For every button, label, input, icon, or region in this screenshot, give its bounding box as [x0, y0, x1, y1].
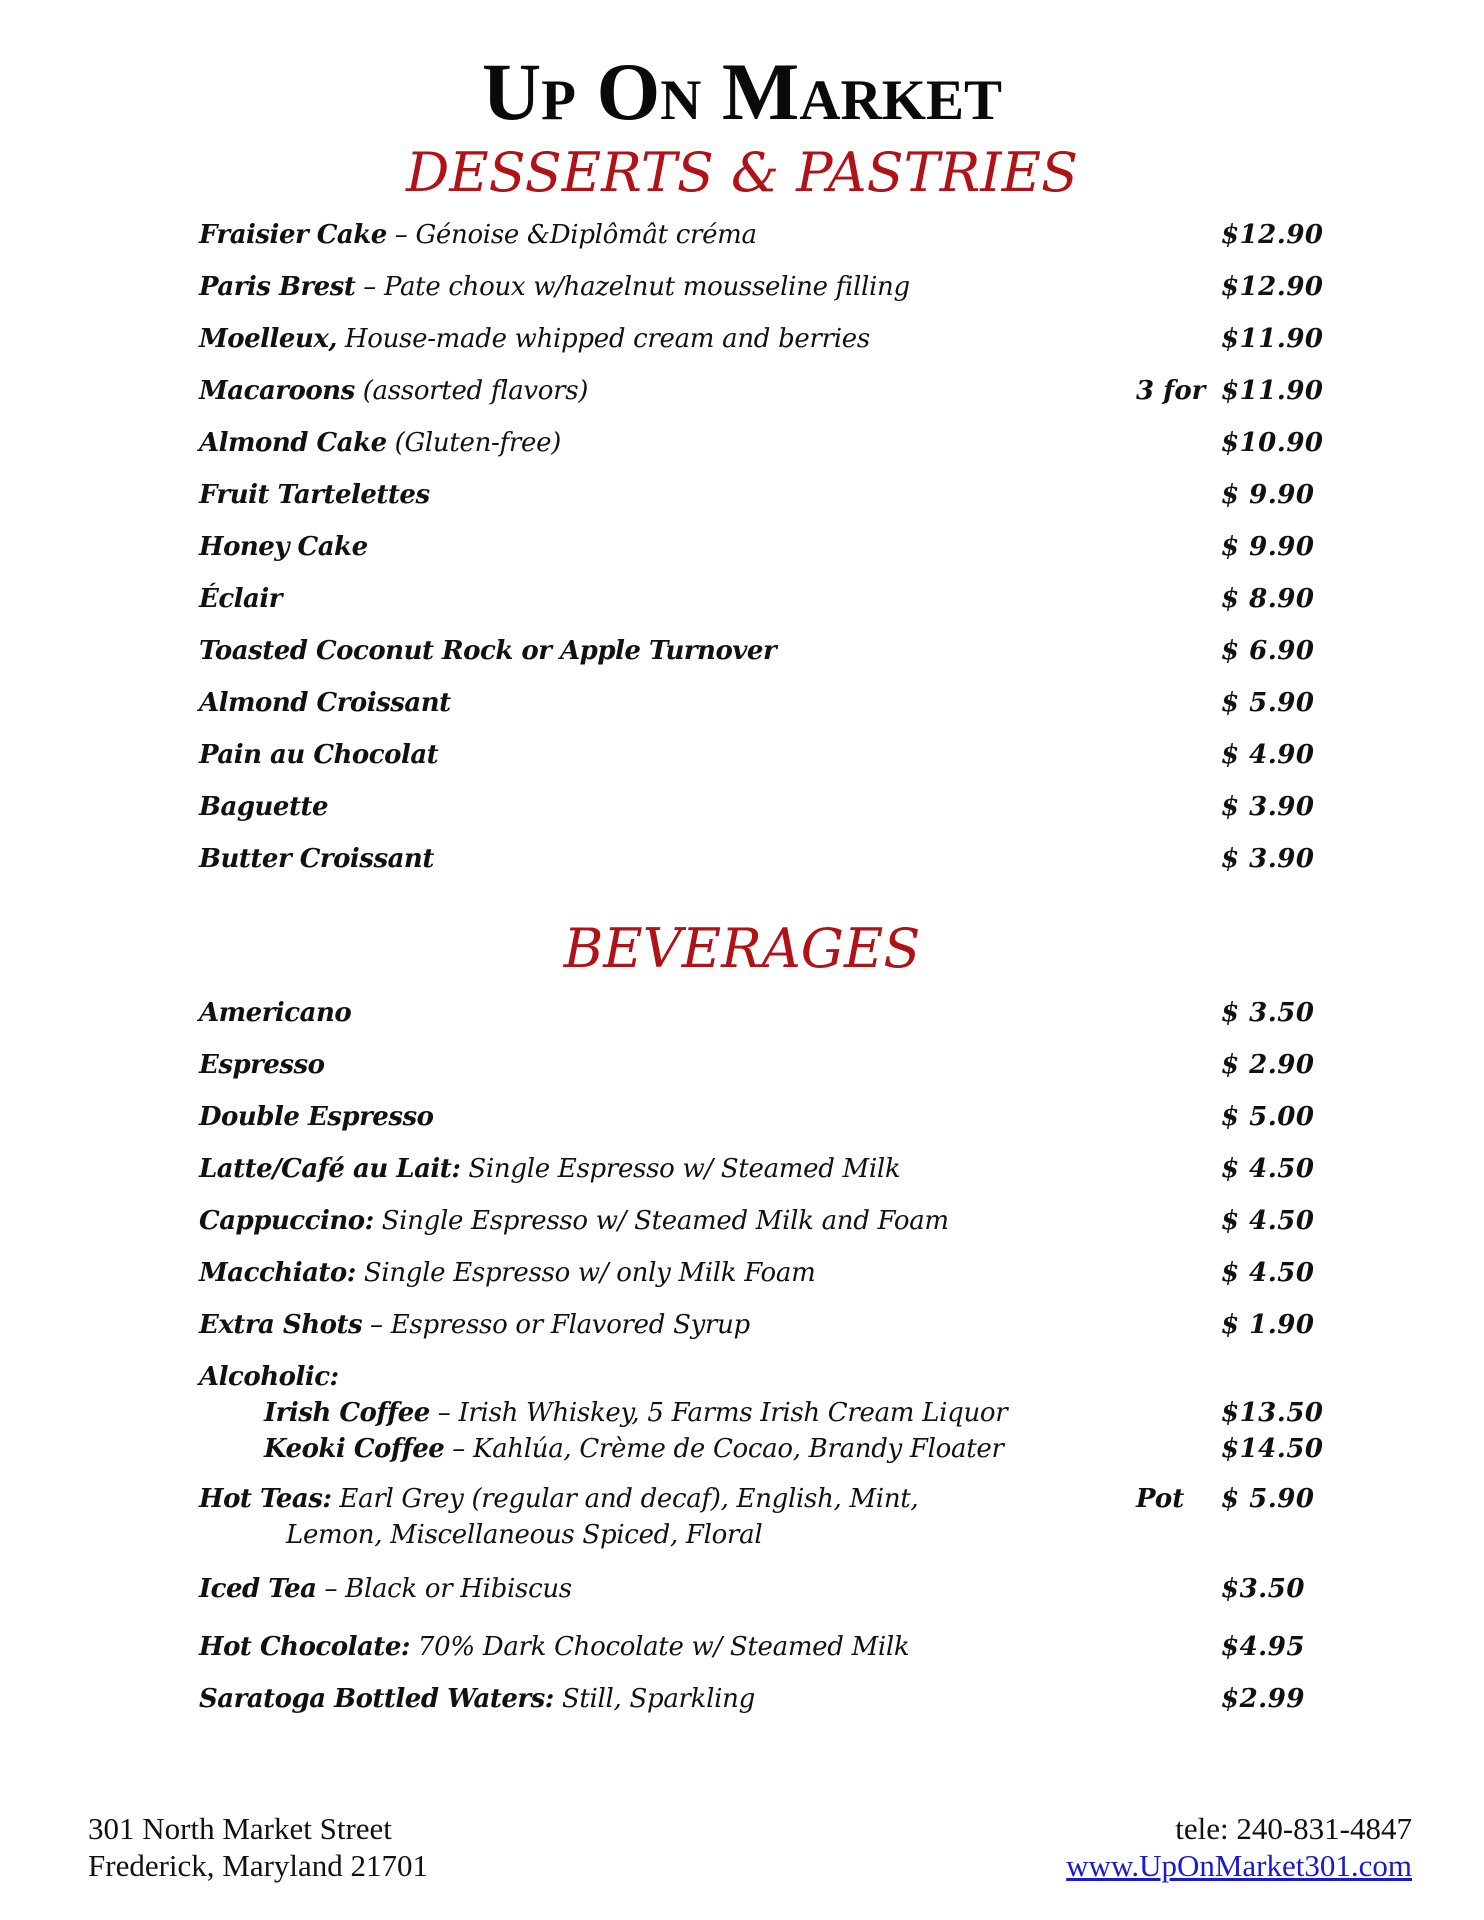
item-name: Hot Teas: — [199, 1484, 332, 1514]
item-description: Earl Grey (regular and decaf), English, Mint, — [331, 1484, 919, 1514]
menu-item — [199, 1148, 1329, 1190]
item-description: – Génoise &Diplômât créma — [386, 220, 757, 250]
footer-contact — [1066, 1810, 1412, 1884]
menu-item — [199, 682, 1329, 724]
item-price: $ 3.50 — [1221, 998, 1315, 1028]
item-price: $ 5.90 — [1221, 688, 1315, 718]
item-name: Fruit Tartelettes — [199, 480, 430, 510]
item-name: Iced Tea — [199, 1574, 317, 1604]
item-price: $ 4.50 — [1221, 1258, 1315, 1288]
item-name: Honey Cake — [199, 532, 368, 562]
item-quantity: 3 for — [1136, 376, 1206, 406]
menu-item — [199, 838, 1329, 880]
item-price: $2.99 — [1221, 1684, 1305, 1714]
item-name: Éclair — [199, 584, 282, 614]
item-price: $10.90 — [1221, 428, 1324, 458]
item-price: $ 6.90 — [1221, 636, 1315, 666]
item-name: Baguette — [199, 792, 329, 822]
item-quantity: Pot — [1136, 1484, 1185, 1514]
desserts-section-title: DESSERTS & PASTRIES — [405, 141, 1079, 204]
menu-item — [199, 1096, 1329, 1138]
menu-item — [199, 266, 1329, 308]
menu-item — [199, 1044, 1329, 1086]
item-price: $ 5.00 — [1221, 1102, 1315, 1132]
beverages-section-title: BEVERAGES — [563, 917, 921, 980]
item-description: Single Espresso w/ only Milk Foam — [355, 1258, 816, 1288]
menu-item — [199, 422, 1329, 464]
item-name: Americano — [199, 998, 352, 1028]
menu-item-continuation — [199, 1514, 1416, 1556]
item-price: $14.50 — [1221, 1434, 1324, 1464]
item-name: Pain au Chocolat — [199, 740, 439, 770]
item-price: $11.90 — [1221, 376, 1324, 406]
restaurant-name: Up On Market — [481, 46, 1003, 137]
menu-item — [199, 370, 1329, 412]
item-name: Macaroons — [199, 376, 355, 406]
menu-item — [199, 1678, 1329, 1720]
menu-item — [199, 1626, 1329, 1668]
item-name: Irish Coffee — [264, 1398, 430, 1428]
item-name: Butter Croissant — [199, 844, 434, 874]
menu-item — [199, 214, 1329, 256]
website-link[interactable]: www.UpOnMarket301.com — [1066, 1848, 1412, 1883]
menu-item — [199, 526, 1329, 568]
item-name: Latte/Café au Lait: — [199, 1154, 461, 1184]
item-name: Paris Brest — [199, 272, 356, 302]
item-name: Saratoga Bottled Waters: — [199, 1684, 554, 1714]
item-price: $ 3.90 — [1221, 844, 1315, 874]
item-description: Single Espresso w/ Steamed Milk — [460, 1154, 901, 1184]
item-price: $ 1.90 — [1221, 1310, 1315, 1340]
menu-item — [199, 1568, 1329, 1610]
item-name: Toasted Coconut Rock or Apple Turnover — [199, 636, 777, 666]
item-price: $ 8.90 — [1221, 584, 1315, 614]
menu-item — [199, 1304, 1329, 1346]
item-description: (assorted flavors) — [354, 376, 589, 406]
item-description: 70% Dark Chocolate w/ Steamed Milk — [409, 1632, 910, 1662]
item-price: $ 4.50 — [1221, 1206, 1315, 1236]
item-price: $ 9.90 — [1221, 532, 1315, 562]
menu-item — [199, 786, 1329, 828]
item-price: $12.90 — [1221, 272, 1324, 302]
item-price: $12.90 — [1221, 220, 1324, 250]
menu-item — [199, 474, 1329, 516]
item-name: Almond Croissant — [199, 688, 451, 718]
item-name: Cappuccino: — [199, 1206, 374, 1236]
item-price: $13.50 — [1221, 1398, 1324, 1428]
item-price: $11.90 — [1221, 324, 1324, 354]
item-name: Macchiato: — [199, 1258, 356, 1288]
item-description: (Gluten-free) — [386, 428, 562, 458]
alcoholic-label: Alcoholic: — [199, 1362, 339, 1392]
item-price: $4.95 — [1221, 1632, 1305, 1662]
phone-number: tele: 240-831-4847 — [1175, 1811, 1412, 1846]
item-name: Moelleux, — [199, 324, 337, 354]
item-price: $ 3.90 — [1221, 792, 1315, 822]
item-name: Fraisier Cake — [199, 220, 387, 250]
item-description: Lemon, Miscellaneous Spiced, Floral — [286, 1520, 763, 1550]
item-name: Hot Chocolate: — [199, 1632, 410, 1662]
menu-item — [199, 630, 1329, 672]
item-description: – Black or Hibiscus — [316, 1574, 572, 1604]
item-price: $ 4.50 — [1221, 1154, 1315, 1184]
menu-item — [199, 1428, 1394, 1470]
item-price: $ 9.90 — [1221, 480, 1315, 510]
item-name: Keoki Coffee — [264, 1434, 445, 1464]
item-description: Single Espresso w/ Steamed Milk and Foam — [373, 1206, 949, 1236]
item-description: – Pate choux w/hazelnut mousseline filling — [355, 272, 910, 302]
item-description: Still, Sparkling — [553, 1684, 755, 1714]
item-name: Almond Cake — [199, 428, 387, 458]
menu-item — [199, 318, 1329, 360]
item-description: House-made whipped cream and berries — [336, 324, 870, 354]
address-line-2: Frederick, Maryland 21701 — [88, 1848, 429, 1883]
menu-item — [199, 1252, 1329, 1294]
item-description: – Irish Whiskey, 5 Farms Irish Cream Liquor — [429, 1398, 1008, 1428]
item-name: Double Espresso — [199, 1102, 434, 1132]
menu-item — [199, 578, 1329, 620]
item-price: $3.50 — [1221, 1574, 1305, 1604]
menu-item — [199, 734, 1329, 776]
menu-item — [199, 992, 1329, 1034]
address-line-1: 301 North Market Street — [88, 1811, 392, 1846]
footer-address — [88, 1810, 428, 1884]
item-price: $ 5.90 — [1221, 1484, 1315, 1514]
item-name: Extra Shots — [199, 1310, 363, 1340]
item-name: Espresso — [199, 1050, 325, 1080]
menu-item — [199, 1200, 1329, 1242]
item-description: – Kahlúa, Crème de Cocao, Brandy Floater — [444, 1434, 1004, 1464]
item-price: $ 4.90 — [1221, 740, 1315, 770]
item-price: $ 2.90 — [1221, 1050, 1315, 1080]
item-description: – Espresso or Flavored Syrup — [362, 1310, 750, 1340]
